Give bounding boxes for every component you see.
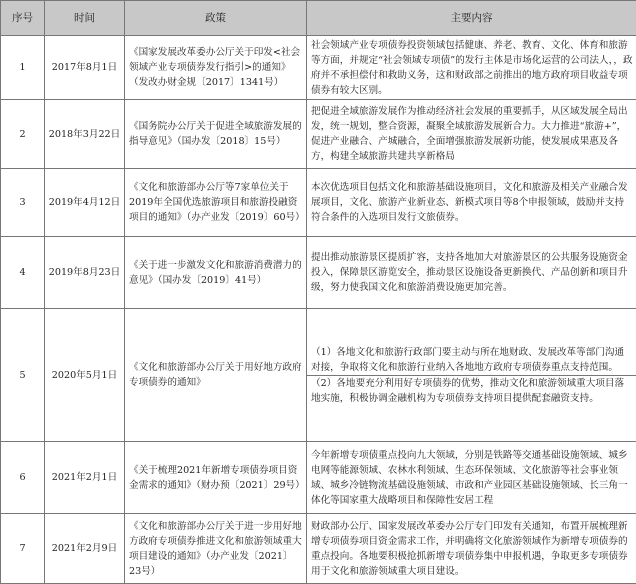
row-content: 本次优选项目包括文化和旅游基础设施项目，文化和旅游及相关产业融合发展项目，文化、旅游产业新业态、新模式项目等8个申报领域，鼓励并支持符合条件的入选项目发行文旅债券。 bbox=[307, 169, 636, 237]
row-no: 1 bbox=[1, 36, 45, 100]
row-content: 提出推动旅游景区提质扩容，支持各地加大对旅游景区的公共服务设施资金投入，保障景区游览安全，推动景区设施设备更新换代、产品创新和项目升级，努力使我国文化和旅游消费设施更加完善。 bbox=[307, 237, 636, 309]
row-time: 2021年2月1日 bbox=[45, 442, 125, 514]
row-content: 今年新增专项债重点投向九大领域，分别是铁路等交通基础设施领域、城乡电网等能源领域、农林水利领域、生态环保领域、文化旅游等社会事业领域、城乡冷链物流基础设施领域、市政和产业园区基础设施领域、长三角一体化等国家重大战略项目和保障性安居工程 bbox=[307, 442, 636, 514]
row-time: 2018年3月22日 bbox=[45, 100, 125, 169]
row-no: 5 bbox=[1, 309, 45, 442]
row-policy: 《文化和旅游部办公厅关于用好地方政府专项债券的通知》 bbox=[125, 309, 307, 442]
row-policy: 《国家发展改革委办公厅关于印发<社会领域产业专项债券发行指引>的通知》（发改办财金规〔2017〕1341号） bbox=[125, 36, 307, 100]
row-content: 社会领域产业专项债券投资领域包括健康、养老、教育、文化、体育和旅游等方面，并规定“社会领域专项债”的发行主体是市场化运营的公司法人，，政府并不承担偿付和救助义务，这和财政部之前推出的地方政府项目收益专项债券有较大区别。 bbox=[307, 36, 636, 100]
table-row bbox=[1, 514, 636, 584]
content-sub-list bbox=[307, 345, 636, 406]
table-row bbox=[1, 169, 636, 237]
table-row bbox=[1, 442, 636, 514]
content-sub-text: （1）各地文化和旅游行政部门要主动与所在地财政、发展改革等部门沟通对接，争取将文化和旅游行业纳入各地地方政府专项债券重点支持范围。 bbox=[311, 346, 625, 373]
header-time: 时间 bbox=[45, 1, 125, 36]
row-policy: 《文化和旅游部办公厅等7家单位关于2019年全国优选旅游项目和旅游投融资项目的通知》（办产业发〔2019〕60号） bbox=[125, 169, 307, 237]
header-policy: 政策 bbox=[125, 1, 307, 36]
row-policy: 《关于进一步激发文化和旅游消费潜力的意见》（国办发〔2019〕41号） bbox=[125, 237, 307, 309]
row-policy: 《关于梳理2021年新增专项债券项目资金需求的通知》（财办预〔2021〕29号） bbox=[125, 442, 307, 514]
row-policy: 《国务院办公厅关于促进全域旅游发展的指导意见》（国办发〔2018〕15号） bbox=[125, 100, 307, 169]
header-no: 序号 bbox=[1, 1, 45, 36]
row-time: 2021年2月9日 bbox=[45, 514, 125, 584]
row-time: 2019年8月23日 bbox=[45, 237, 125, 309]
table-row bbox=[1, 100, 636, 169]
row-no: 4 bbox=[1, 237, 45, 309]
row-no: 7 bbox=[1, 514, 45, 584]
table-row bbox=[1, 309, 636, 442]
row-time: 2019年4月12日 bbox=[45, 169, 125, 237]
row-content: 把促进全域旅游发展作为推动经济社会发展的重要抓手，从区域发展全局出发，统一规划，整合资源，凝聚全域旅游发展新合力。大力推进“旅游+”，促进产业融合、产城融合，全面增强旅游发展新功能，使发展成果惠及各方，构建全域旅游共建共享新格局 bbox=[307, 100, 636, 169]
table-row bbox=[1, 237, 636, 309]
content-sub-item bbox=[307, 376, 636, 406]
row-no: 2 bbox=[1, 100, 45, 169]
content-sub-item bbox=[307, 345, 636, 376]
row-no: 3 bbox=[1, 169, 45, 237]
row-time: 2017年8月1日 bbox=[45, 36, 125, 100]
content-sub-text: （2）各地要充分利用好专项债券的优势，推动文化和旅游领域重大项目落地实施，积极协调金融机构为专项债券支持项目提供配套融资支持。 bbox=[311, 377, 625, 404]
row-content: 财政部办公厅、国家发展改革委办公厅专门印发有关通知，布置开展梳理新增专项债券项目资金需求工作，并明确将文化旅游领域作为新增专项债券的重点投向。各地要积极抢抓新增专项债券集中申报机遇，争取更多专项债券用于文化和旅游领域重大项目建设。 bbox=[307, 514, 636, 584]
row-content bbox=[307, 309, 636, 442]
row-time: 2020年5月1日 bbox=[45, 309, 125, 442]
row-no: 6 bbox=[1, 442, 45, 514]
table-row bbox=[1, 36, 636, 100]
row-policy: 《文化和旅游部办公厅关于进一步用好地方政府专项债券推进文化和旅游领域重大项目建设的通知》（办产业发〔2021〕23号） bbox=[125, 514, 307, 584]
table-header-row bbox=[1, 1, 636, 36]
header-content: 主要内容 bbox=[307, 1, 636, 36]
